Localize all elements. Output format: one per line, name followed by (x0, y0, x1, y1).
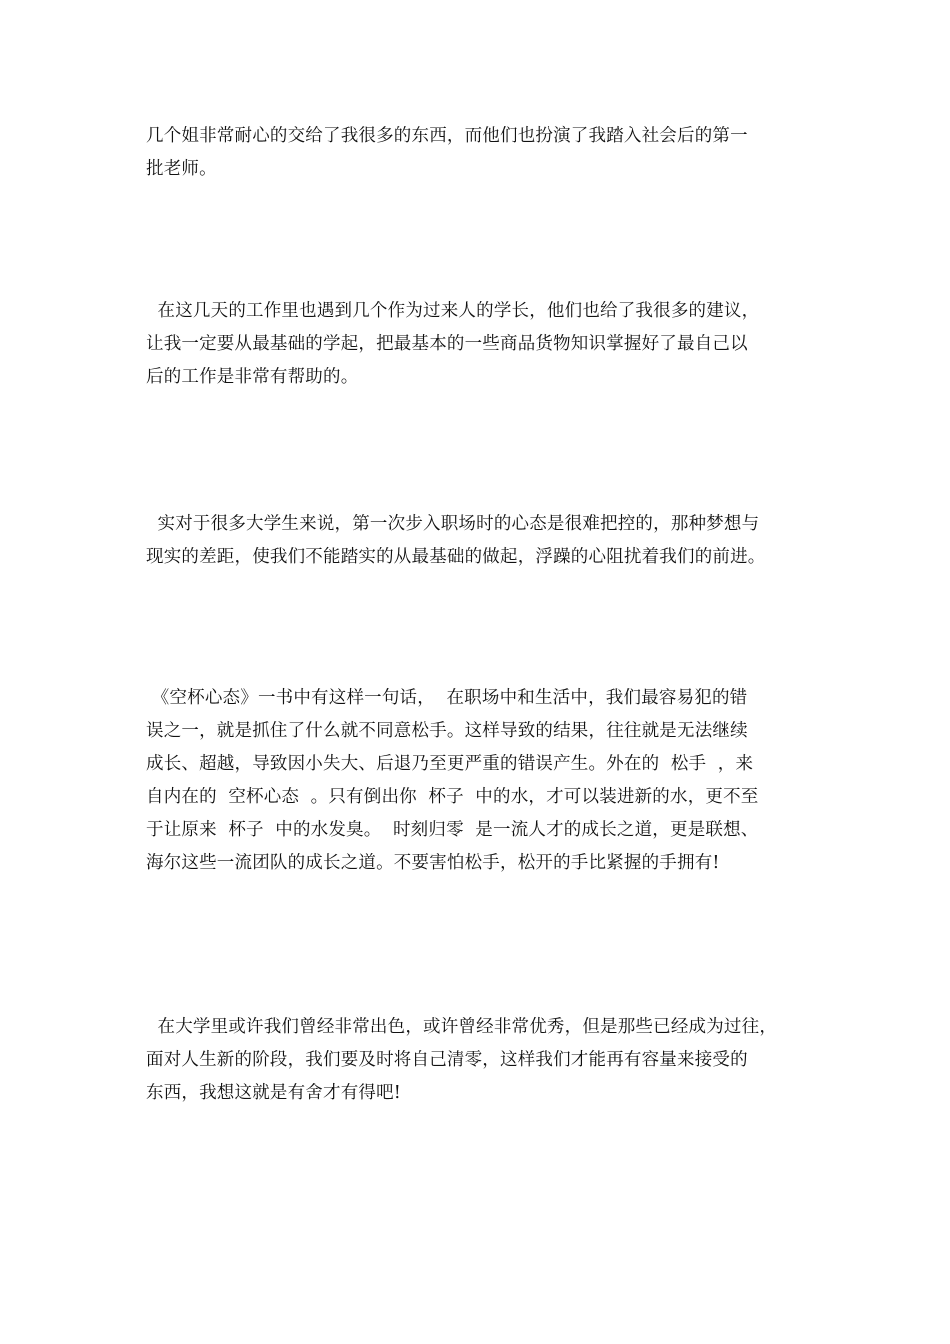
text-line: 让我一定要从最基础的学起，把最基本的一些商品货物知识掌握好了最自己以 (146, 334, 748, 354)
text-line: 实对于很多大学生来说，第一次步入职场时的心态是很难把控的，那种梦想与 (146, 514, 760, 534)
text-line: 东西，我想这就是有舍才有得吧! (146, 1083, 402, 1103)
text-line: 现实的差距，使我们不能踏实的从最基础的做起，浮躁的心阻扰着我们的前进。 (146, 547, 766, 567)
paragraph-3 (146, 508, 816, 574)
text-line: 自内在的 空杯心态 。只有倒出你 杯子 中的水，才可以装进新的水，更不至 (146, 787, 759, 807)
text-line: 几个姐非常耐心的交给了我很多的东西，而他们也扮演了我踏入社会后的第一 (146, 126, 748, 146)
paragraph-1 (146, 120, 816, 186)
text-line: 批老师。 (146, 159, 217, 179)
text-line: 误之一，就是抓住了什么就不同意松手。这样导致的结果，往往就是无法继续 (146, 721, 748, 741)
text-line: 海尔这些一流团队的成长之道。不要害怕松手，松开的手比紧握的手拥有! (146, 853, 720, 873)
paragraph-2 (146, 295, 816, 394)
text-line: 于让原来 杯子 中的水发臭。 时刻归零 是一流人才的成长之道，更是联想、 (146, 820, 759, 840)
text-line: 在大学里或许我们曾经非常出色，或许曾经非常优秀，但是那些已经成为过往， (146, 1017, 778, 1037)
paragraph-5 (146, 1011, 816, 1110)
text-line: 在这几天的工作里也遇到几个作为过来人的学长，他们也给了我很多的建议， (146, 301, 760, 321)
text-line: 成长、超越，导致因小失大、后退乃至更严重的错误产生。外在的 松手 ，来 (146, 754, 754, 774)
paragraph-4 (146, 682, 816, 880)
text-line: 《空杯心态》一书中有这样一句话， 在职场中和生活中，我们最容易犯的错 (146, 688, 748, 708)
text-line: 后的工作是非常有帮助的。 (146, 367, 359, 387)
text-line: 面对人生新的阶段，我们要及时将自己清零，这样我们才能再有容量来接受的 (146, 1050, 748, 1070)
